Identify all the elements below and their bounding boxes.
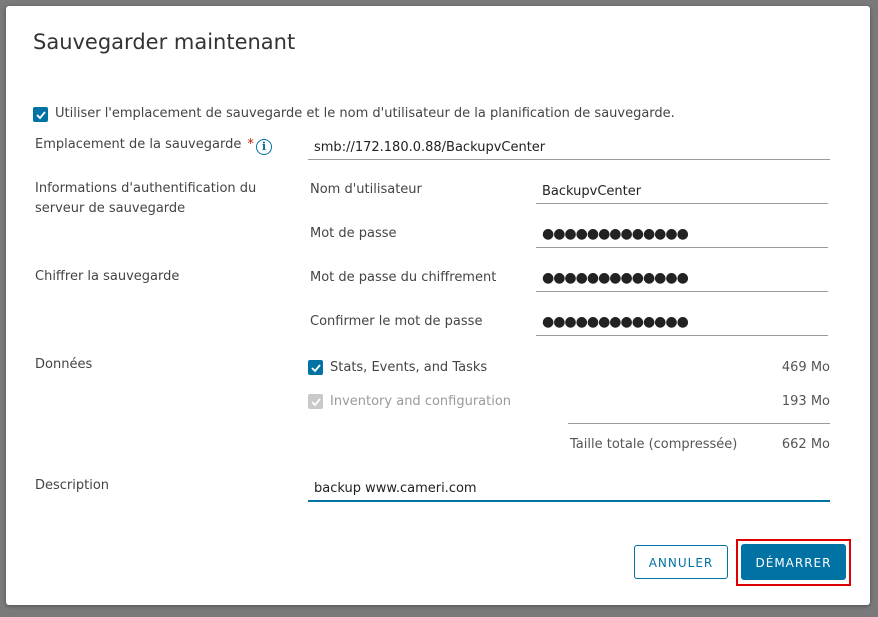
data-item-size: 469 Mo [781, 360, 830, 375]
use-schedule-checkbox[interactable] [33, 107, 48, 122]
data-label: Données [35, 357, 93, 372]
password-value: ●●●●●●●●●●●●● [542, 226, 688, 242]
encrypt-label: Chiffrer la sauvegarde [35, 269, 180, 284]
start-button[interactable]: DÉMARRER [741, 544, 846, 580]
description-field[interactable] [308, 478, 830, 502]
total-value: 662 Mo [781, 437, 830, 452]
data-item-label: Inventory and configuration [330, 394, 512, 409]
password-field[interactable] [536, 225, 828, 248]
password-label: Mot de passe [310, 226, 397, 241]
check-icon [36, 110, 46, 120]
location-field[interactable] [308, 137, 830, 160]
check-icon [311, 397, 321, 407]
enc-password-field[interactable] [536, 269, 828, 292]
auth-label: Informations d'authentification du serveur de sauvegarde [35, 181, 257, 216]
cancel-button[interactable]: ANNULER [634, 545, 728, 579]
data-item-label: Stats, Events, and Tasks [330, 360, 488, 375]
confirm-password-field[interactable] [536, 313, 828, 336]
username-field[interactable] [536, 181, 828, 204]
location-label: Emplacement de la sauvegarde * [35, 137, 254, 152]
backup-now-dialog [6, 6, 870, 605]
enc-password-value: ●●●●●●●●●●●●● [542, 270, 688, 286]
total-label: Taille totale (compressée) [570, 437, 738, 452]
enc-password-label: Mot de passe du chiffrement [310, 270, 497, 285]
location-value: smb://172.180.0.88/BackupvCenter [314, 140, 546, 155]
username-label: Nom d'utilisateur [310, 182, 422, 197]
confirm-password-value: ●●●●●●●●●●●●● [542, 314, 688, 330]
dialog-title: Sauvegarder maintenant [33, 30, 296, 54]
stats-events-checkbox[interactable] [308, 360, 323, 375]
use-schedule-label: Utiliser l'emplacement de sauvegarde et le nom d'utilisateur de la planification de sauvegarde. [55, 106, 675, 121]
data-item-size: 193 Mo [781, 394, 830, 409]
info-icon[interactable]: i [256, 139, 272, 155]
description-value: backup www.cameri.com [314, 481, 477, 496]
username-value: BackupvCenter [542, 184, 642, 199]
check-icon [311, 363, 321, 373]
inventory-config-checkbox [308, 394, 323, 409]
required-mark: * [247, 137, 254, 152]
confirm-password-label: Confirmer le mot de passe [310, 314, 483, 329]
total-divider [568, 423, 830, 424]
description-label: Description [35, 478, 110, 493]
